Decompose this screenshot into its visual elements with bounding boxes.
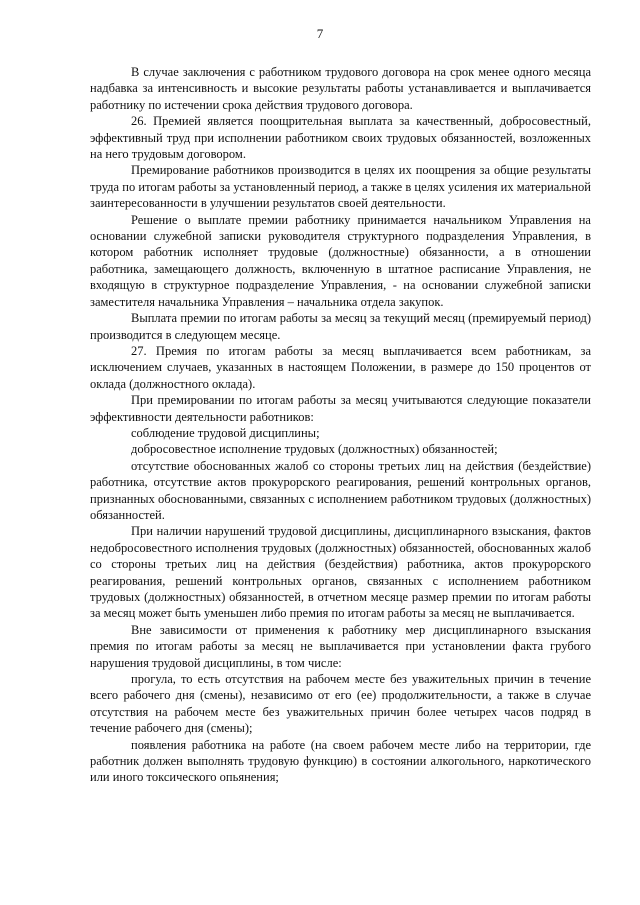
paragraph-26-premium-definition: 26. Премией является поощрительная выплата за качественный, добросовестный, эффективный труд при исполнении работником своих трудовых обязанностей, возложенных на него трудовым договором. (90, 114, 591, 162)
paragraph-27-monthly-premium: 27. Премия по итогам работы за месяц выплачивается всем работникам, за исключением случаев, указанных в настоящем Положении, в размере до 150 процентов от оклада (должностного оклада). (90, 343, 591, 391)
paragraph-premium-reduction: При наличии нарушений трудовой дисциплины, дисциплинарного взыскания, фактов недобросовестного исполнения трудовых (должностных) обязанностей, обоснованных жалоб со стороны третьих лиц на действия (бездействия) работника, актов прокурорского реагирования, решений контрольных органов, связанных с исполнением работником трудовых (должностных) обязанностей, в отчетном месяце размер премии по итогам работы за месяц может быть уменьшен либо премия по итогам работы за месяц не выплачивается. (90, 524, 591, 621)
paragraph-premium-purpose: Премирование работников производится в целях их поощрения за общие результаты труда по итогам работы за установленный период, а также в целях усиления их материальной заинтересованности в улучшении результатов своей деятельности. (90, 163, 591, 211)
list-item-intoxication: появления работника на работе (на своем рабочем месте либо на территории, где работник должен выполнять трудовую функцию) в состоянии алкогольного, наркотического или иного токсического опьянения; (90, 737, 591, 785)
list-item-absenteeism: прогула, то есть отсутствия на рабочем месте без уважительных причин в течение всего рабочего дня (смены), независимо от его (ее) продолжительности, а также в случае отсутствия на рабочем месте без уважительных причин более четырех часов подряд в течение рабочего дня (смены); (90, 672, 591, 736)
list-item-no-complaints: отсутствие обоснованных жалоб со стороны третьих лиц на действия (бездействие) работника, отсутствие актов прокурорского реагирования, решений контрольных органов, признанных обоснованными, связанных с исполнением работником трудовых (должностных) обязанностей. (90, 458, 591, 522)
page-number: 7 (316, 26, 324, 41)
paragraph-premium-decision: Решение о выплате премии работнику принимается начальником Управления на основании служебной записки руководителя структурного подразделения Управления, в котором работник исполняет трудовые (должностные) обязанности, а в отношении работника, замещающего должность, включенную в штатное расписание Управления, не входящую в структурное подразделение Управления, - на основании служебной записки заместителя начальника Управления – начальника отдела закупок. (90, 212, 591, 309)
paragraph-fixed-term-contract-bonus: В случае заключения с работником трудового договора на срок менее одного месяца надбавка за интенсивность и высокие результаты работы устанавливается и выплачивается работнику по истечении срока действия трудового договора. (90, 65, 591, 112)
document-body (90, 64, 591, 786)
list-item-duties-performance: добросовестное исполнение трудовых (должностных) обязанностей; (131, 442, 498, 457)
list-item-labor-discipline: соблюдение трудовой дисциплины; (131, 425, 320, 440)
paragraph-performance-indicators-intro: При премировании по итогам работы за месяц учитываются следующие показатели эффективности деятельности работников: (90, 393, 591, 424)
paragraph-premium-payment-timing: Выплата премии по итогам работы за месяц за текущий месяц (премируемый период) производится в следующем месяце. (90, 311, 591, 342)
paragraph-gross-violation-intro: Вне зависимости от применения к работнику мер дисциплинарного взыскания премия по итогам работы за месяц не выплачивается при установлении факта грубого нарушения трудовой дисциплины, в том числе: (90, 622, 591, 670)
